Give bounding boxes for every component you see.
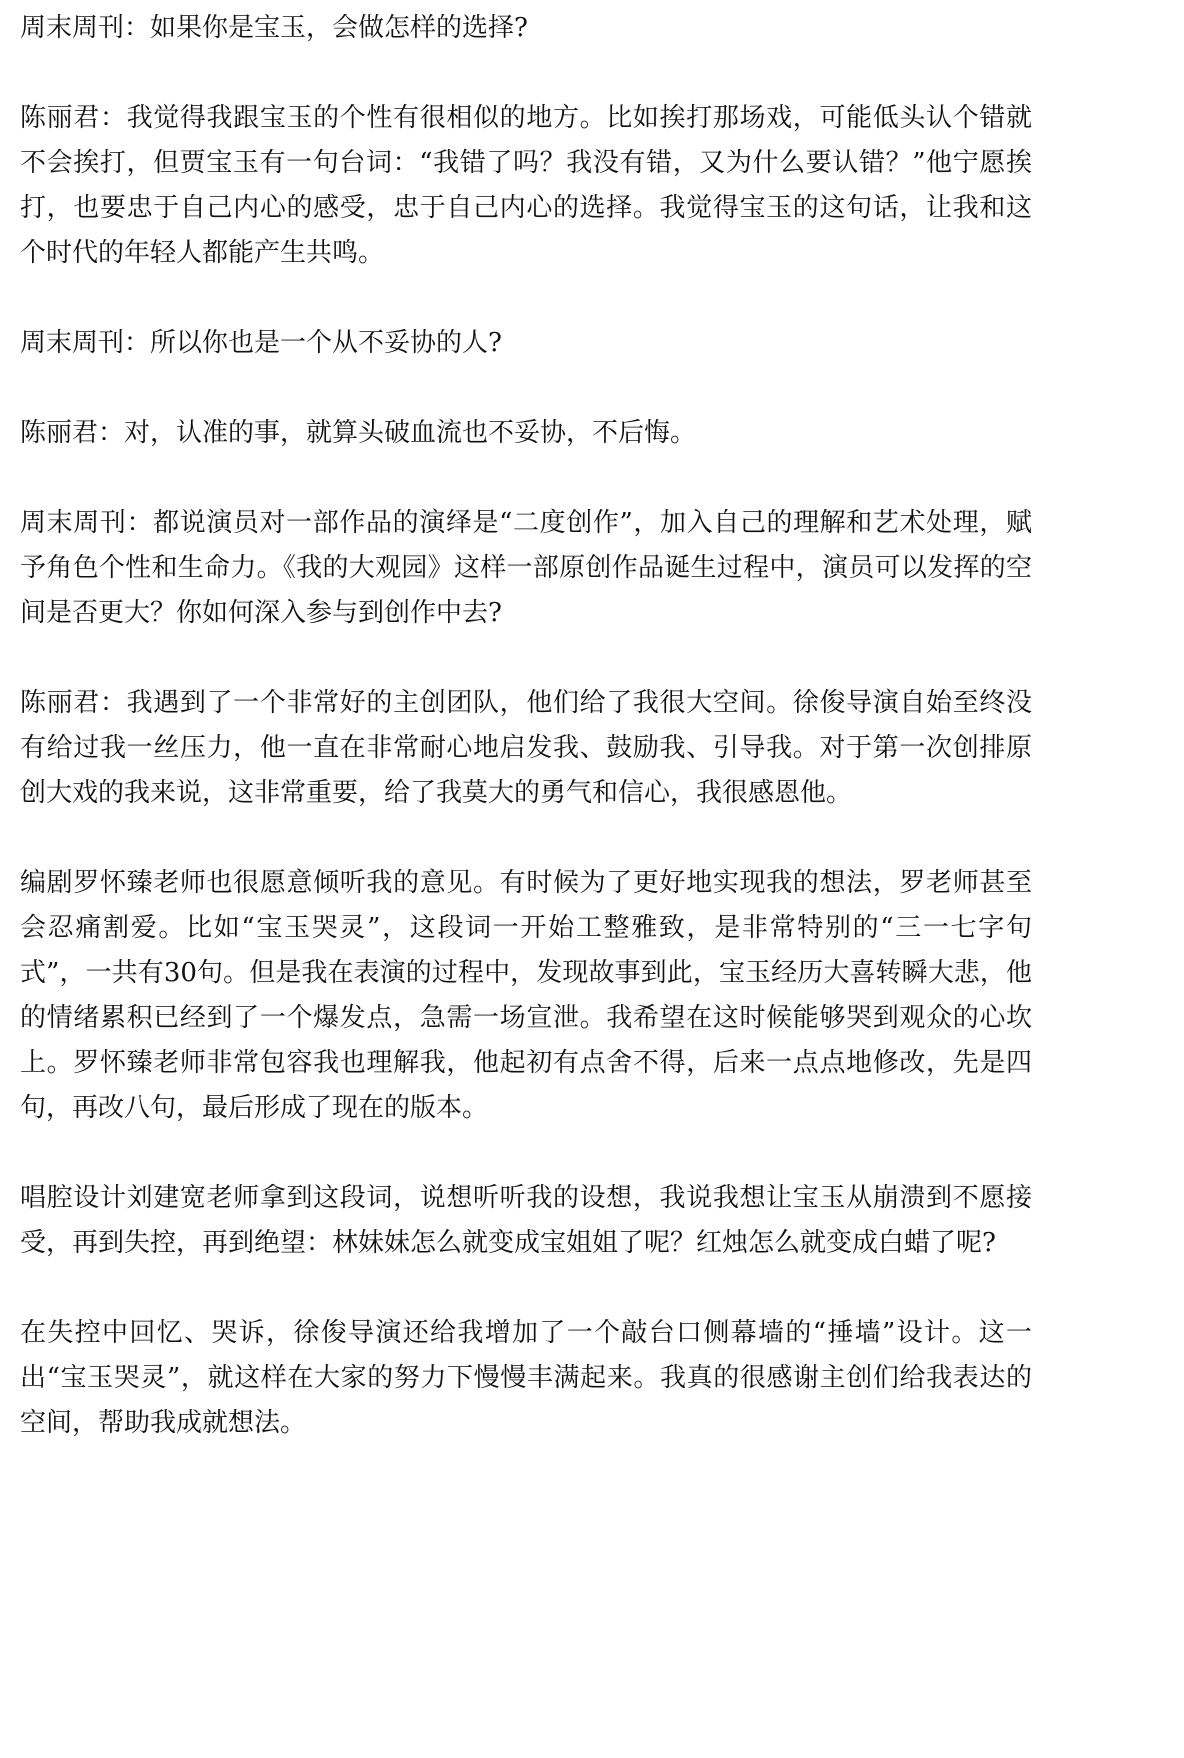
- paragraph-answer-3-continued: 编剧罗怀臻老师也很愿意倾听我的意见。有时候为了更好地实现我的想法，罗老师甚至会忍痛割爱。比如“宝玉哭灵”，这段词一开始工整雅致，是非常特别的“三一七字句式”，一共有30句。但是我在表演的过程中，发现故事到此，宝玉经历大喜转瞬大悲，他的情绪累积已经到了一个爆发点，急需一场宣泄。我希望在这时候能够哭到观众的心坎上。罗怀臻老师非常包容我也理解我，他起初有点舍不得，后来一点点地修改，先是四句，再改八句，最后形成了现在的版本。: [20, 868, 1032, 1123]
- paragraph-spacer: [20, 1266, 1032, 1311]
- paragraph-answer-2: 陈丽君：对，认准的事，就算头破血流也不妥协，不后悔。: [20, 418, 697, 448]
- paragraph-spacer: [20, 636, 1032, 681]
- paragraph-question-2: 周末周刊：所以你也是一个从不妥协的人?: [20, 328, 502, 358]
- paragraph-spacer: [20, 456, 1032, 501]
- paragraph-question-1: 周末周刊：如果你是宝玉，会做怎样的选择?: [20, 13, 528, 43]
- paragraph-answer-1: 陈丽君：我觉得我跟宝玉的个性有很相似的地方。比如挨打那场戏，可能低头认个错就不会挨打，但贾宝玉有一句台词：“我错了吗？我没有错，又为什么要认错？”他宁愿挨打，也要忠于自己内心的感受，忠于自己内心的选择。我觉得宝玉的这句话，让我和这个时代的年轻人都能产生共鸣。: [20, 103, 1032, 268]
- paragraph-answer-3-closing: 在失控中回忆、哭诉，徐俊导演还给我增加了一个敲台口侧幕墙的“捶墙”设计。这一出“宝玉哭灵”，就这样在大家的努力下慢慢丰满起来。我真的很感谢主创们给我表达的空间，帮助我成就想法。: [20, 1318, 1032, 1438]
- paragraph-answer-3: 陈丽君：我遇到了一个非常好的主创团队，他们给了我很大空间。徐俊导演自始至终没有给过我一丝压力，他一直在非常耐心地启发我、鼓励我、引导我。对于第一次创排原创大戏的我来说，这非常重要，给了我莫大的勇气和信心，我很感恩他。: [20, 688, 1032, 808]
- paragraph-spacer: [20, 276, 1032, 321]
- paragraph-spacer: [20, 366, 1032, 411]
- paragraph-question-3: 周末周刊：都说演员对一部作品的演绎是“二度创作”，加入自己的理解和艺术处理，赋予角色个性和生命力。《我的大观园》这样一部原创作品诞生过程中，演员可以发挥的空间是否更大？你如何深入参与到创作中去?: [20, 508, 1032, 628]
- paragraph-spacer: [20, 816, 1032, 861]
- document-body: [20, 0, 1032, 1446]
- paragraph-answer-3-singing: 唱腔设计刘建宽老师拿到这段词，说想听听我的设想，我说我想让宝玉从崩溃到不愿接受，再到失控，再到绝望：林妹妹怎么就变成宝姐姐了呢？红烛怎么就变成白蜡了呢?: [20, 1183, 1032, 1258]
- paragraph-spacer: [20, 51, 1032, 96]
- paragraph-spacer: [20, 1131, 1032, 1176]
